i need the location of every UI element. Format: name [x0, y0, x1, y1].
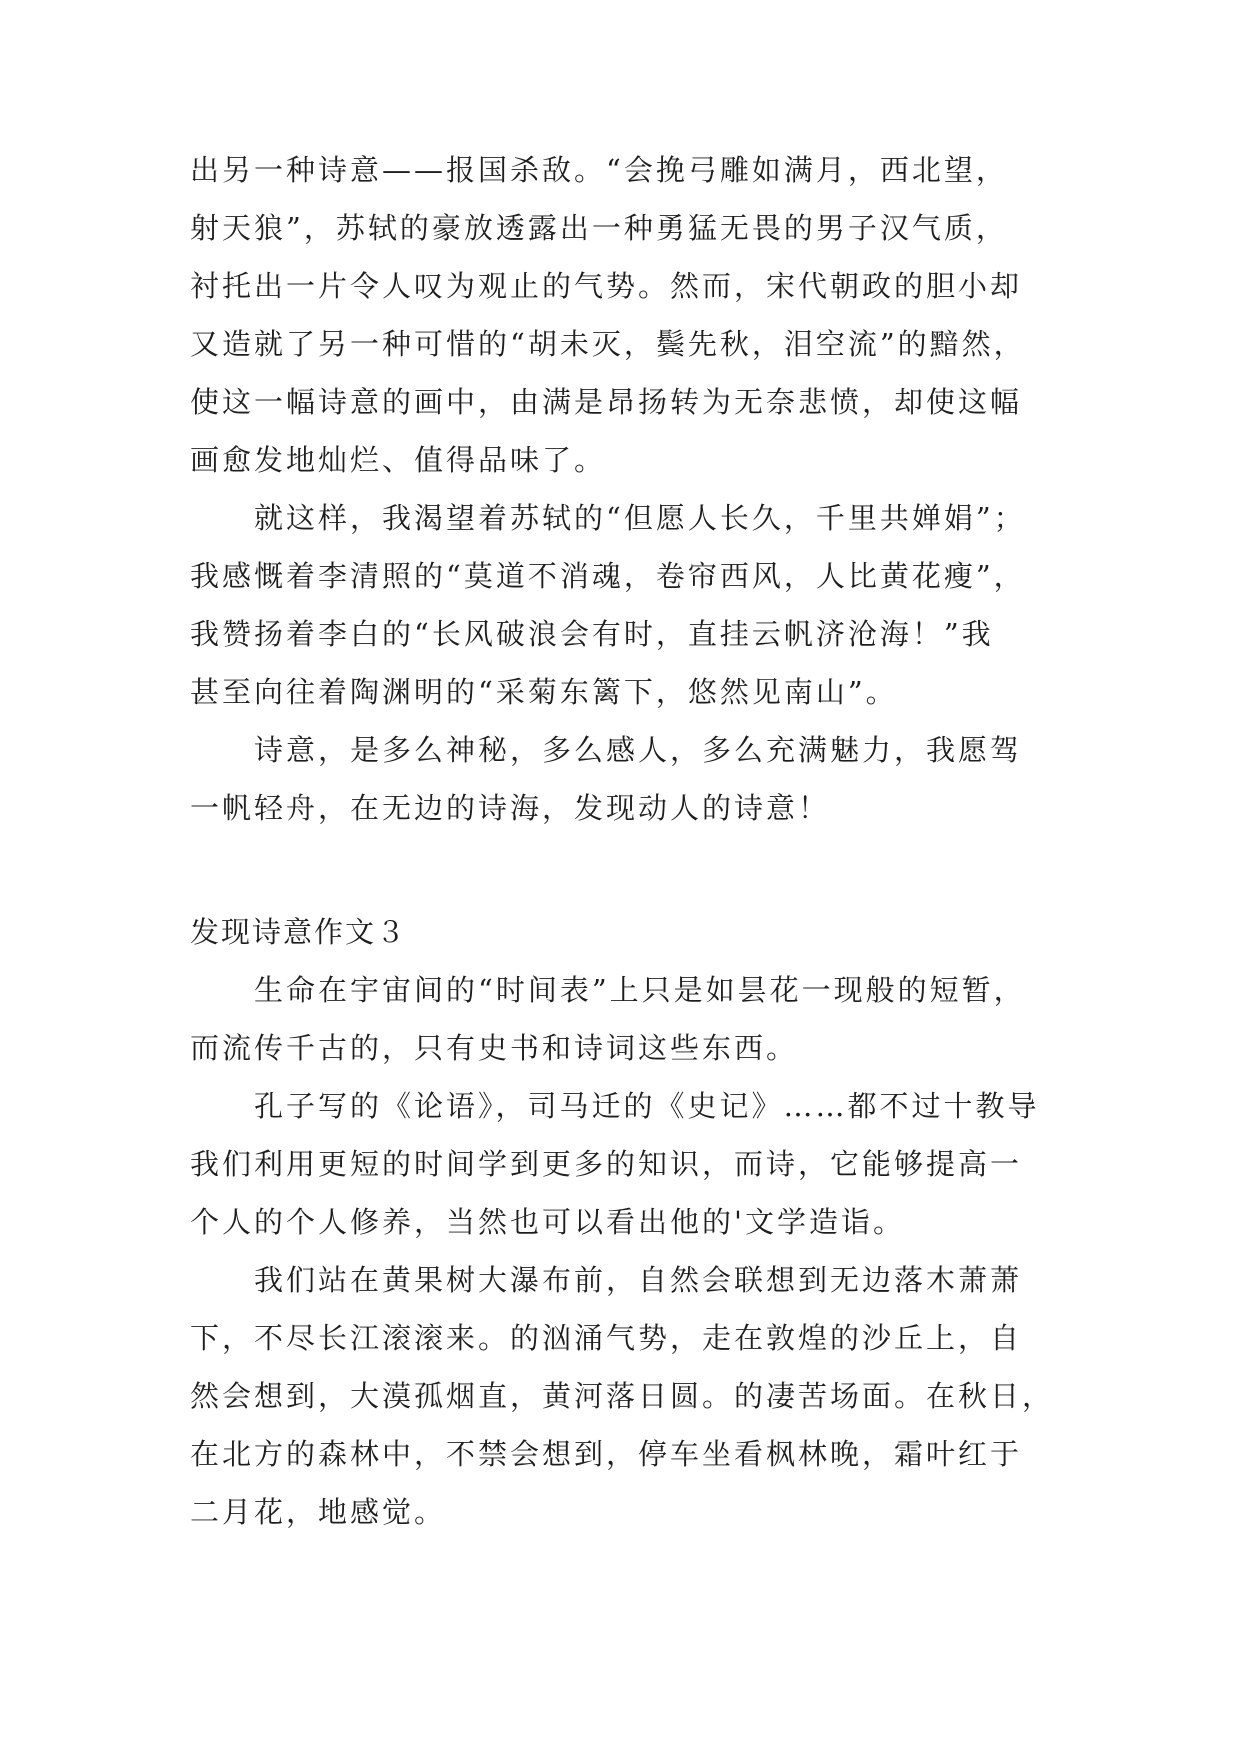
- text-line: 衬托出一片令人叹为观止的气势。然而，宋代朝政的胆小却: [190, 269, 1023, 303]
- text-line: 我们利用更短的时间学到更多的知识，而诗，它能够提高一: [190, 1147, 1023, 1181]
- text-line: 甚至向往着陶渊明的“采菊东篱下，悠然见南山”。: [190, 675, 898, 709]
- text-line: 孔子写的《论语》，司马迁的《史记》……都不过十教导: [254, 1089, 1040, 1123]
- text-line: 使这一幅诗意的画中，由满是昂扬转为无奈悲愤，却使这幅: [190, 385, 1023, 419]
- text-line: 射天狼”，苏轼的豪放透露出一种勇猛无畏的男子汉气质，: [190, 211, 1008, 245]
- text-line: 就这样，我渴望着苏轼的“但愿人长久，千里共婵娟”；: [254, 501, 1026, 535]
- text-line: 我们站在黄果树大瀑布前，自然会联想到无边落木萧萧: [254, 1263, 1023, 1297]
- text-line: 画愈发地灿烂、值得品味了。: [190, 443, 607, 477]
- text-line: 又造就了另一种可惜的“胡未灭，鬓先秋，泪空流”的黯然，: [190, 327, 1026, 361]
- text-line: 生命在宇宙间的“时间表”上只是如昙花一现般的短暂，: [254, 973, 1026, 1007]
- text-line: 二月花，地感觉。: [190, 1495, 447, 1529]
- text-line: 下，不尽长江滚滚来。的汹涌气势，走在敦煌的沙丘上，自: [190, 1321, 1023, 1355]
- text-line: 而流传千古的，只有史书和诗词这些东西。: [190, 1031, 799, 1065]
- text-line: 我赞扬着李白的“长风破浪会有时，直挂云帆济沧海！”我: [190, 617, 994, 651]
- text-line: 然会想到，大漠孤烟直，黄河落日圆。的凄苦场面。在秋日，: [190, 1379, 1055, 1413]
- text-line: 诗意，是多么神秘，多么感人，多么充满魅力，我愿驾: [254, 733, 1023, 767]
- text-line: 在北方的森林中，不禁会想到，停车坐看枫林晚，霜叶红于: [190, 1437, 1023, 1471]
- text-line: 个人的个人修养，当然也可以看出他的'文学造诣。: [190, 1205, 905, 1239]
- text-line: 出另一种诗意——报国杀敌。“会挽弓雕如满月，西北望，: [190, 153, 1008, 187]
- text-line: 我感慨着李清照的“莫道不消魂，卷帘西风，人比黄花瘦”，: [190, 559, 1026, 593]
- section-heading: 发现诗意作文３: [190, 915, 408, 949]
- text-line: 一帆轻舟，在无边的诗海，发现动人的诗意！: [190, 791, 831, 825]
